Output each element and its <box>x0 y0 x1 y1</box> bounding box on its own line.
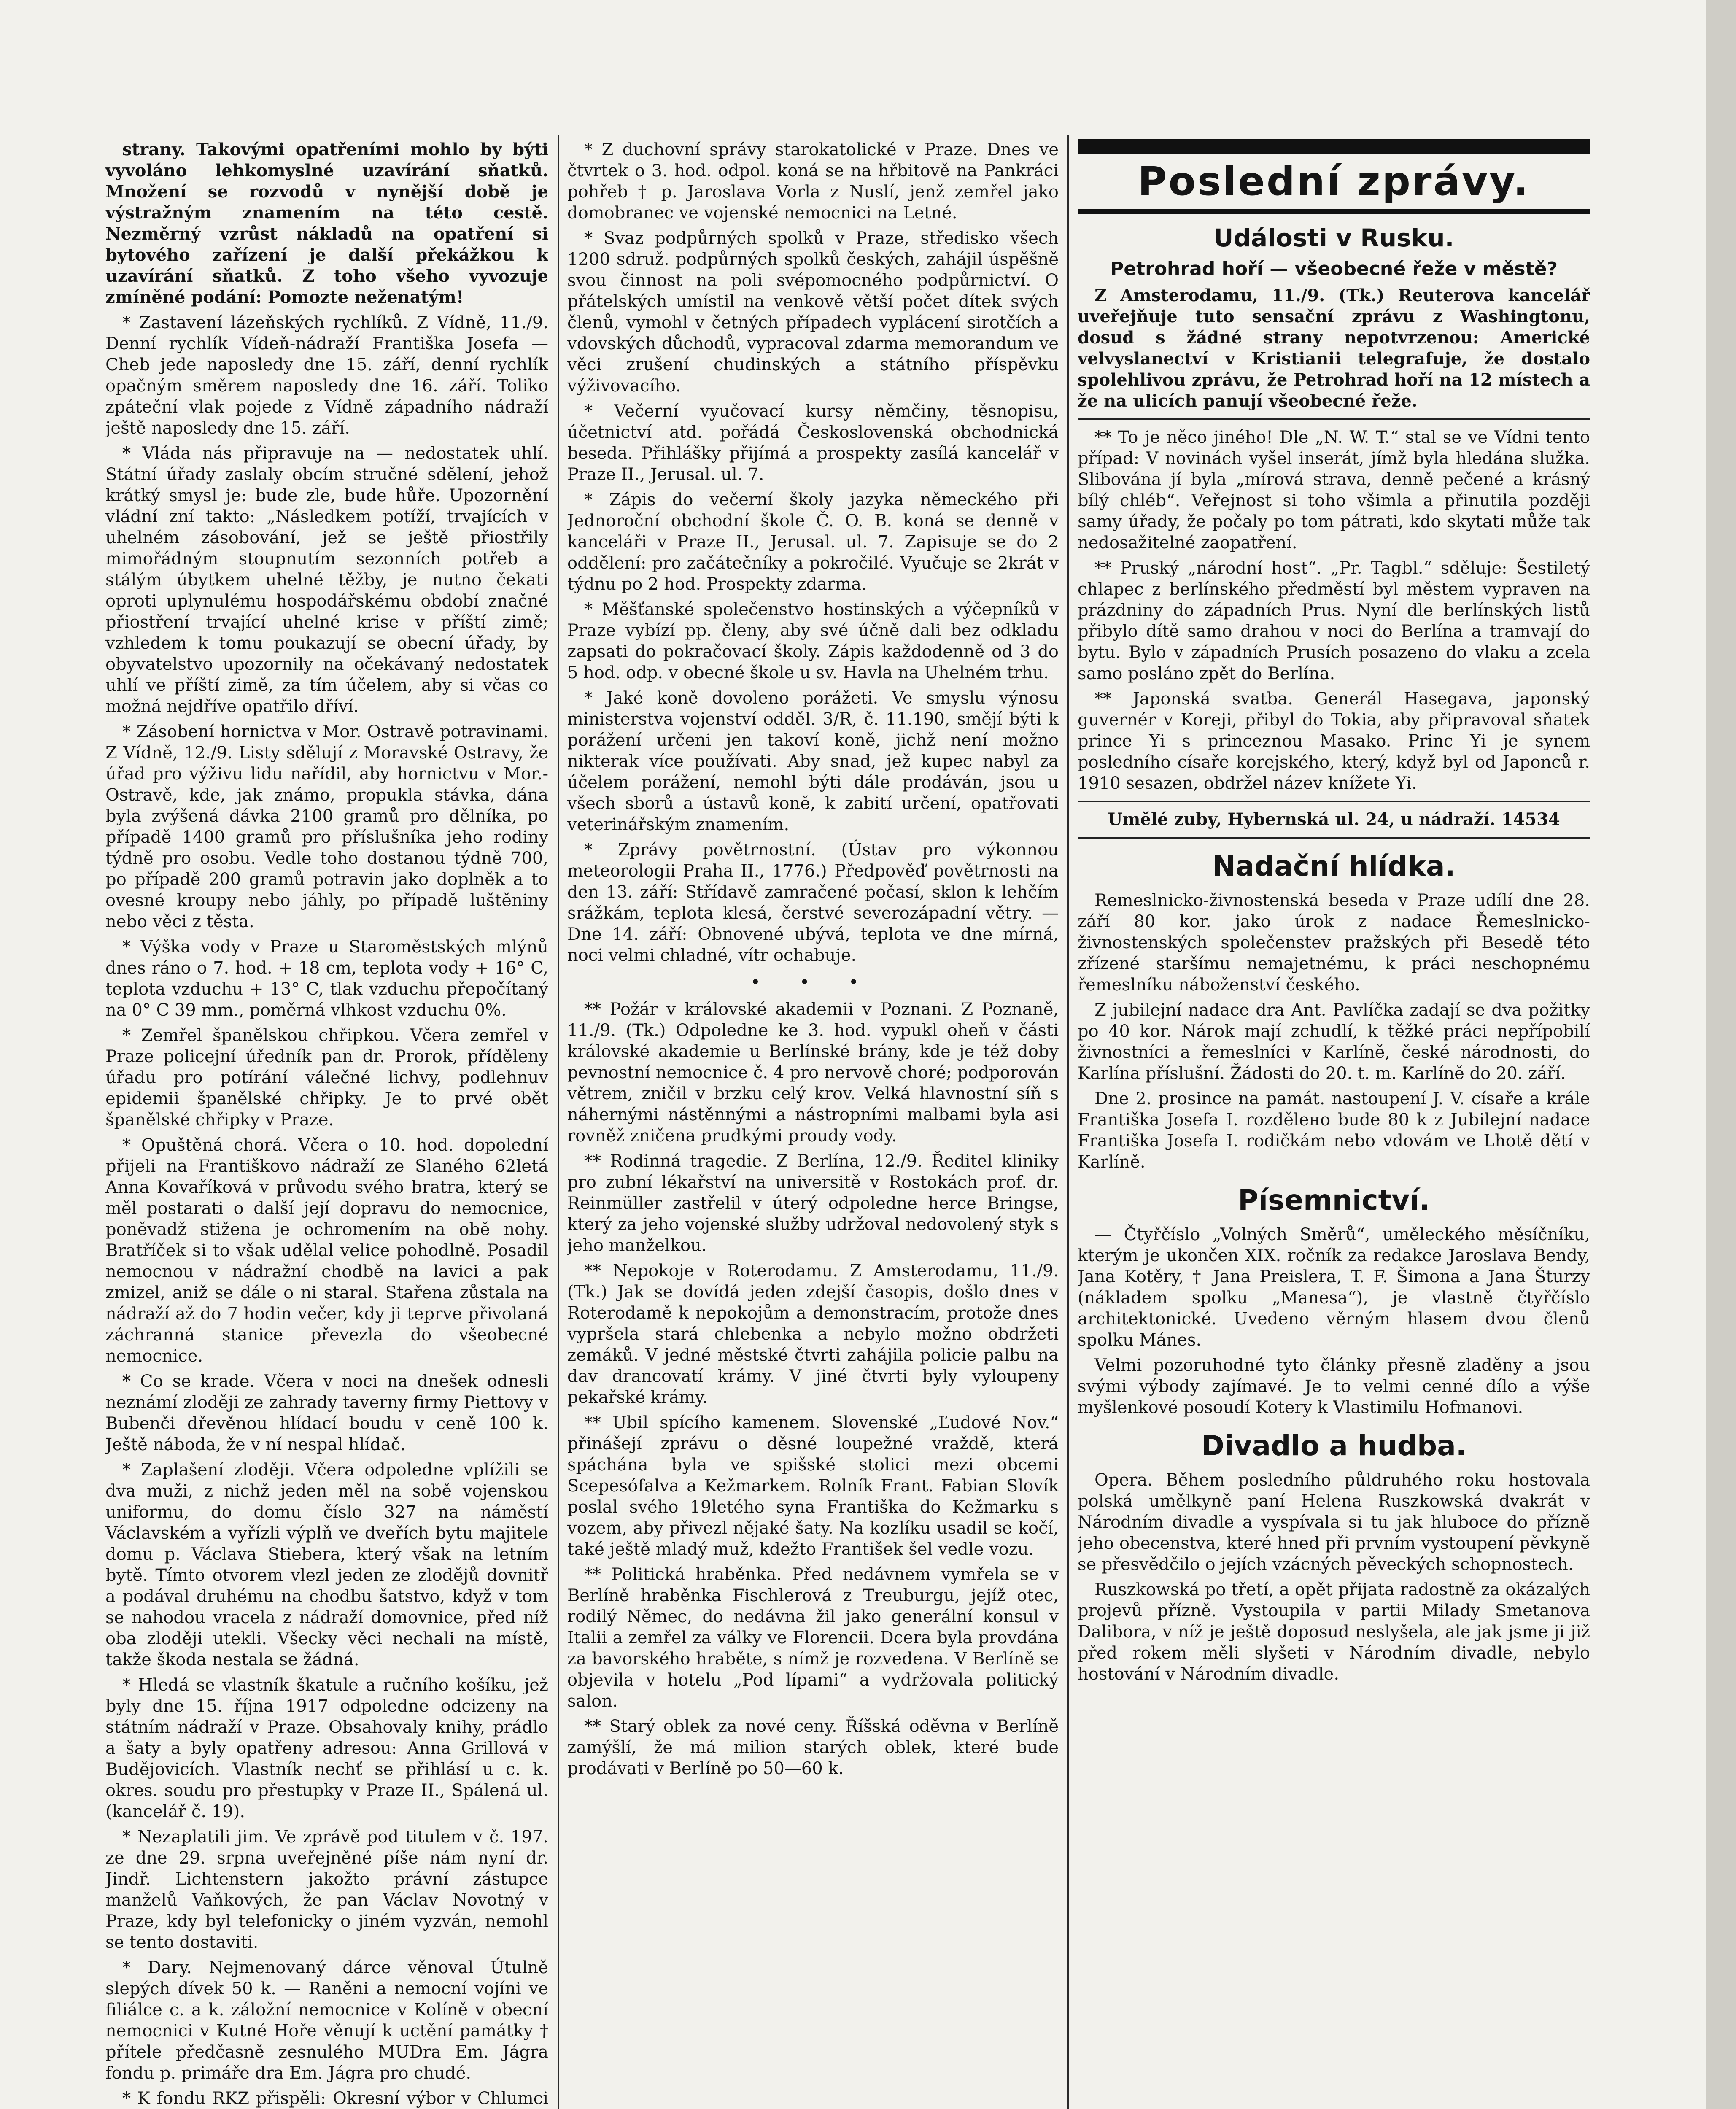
article-paragraph: * Měšťanské společenstvo hostinských a výčepníků v Praze vybízí pp. členy, aby své účně dali bez odkladu zapsati do pokračovací školy. Zápis každodenně od 3 do 5 hod. odp. v obecné škole u sv. Havla na Uhelném trhu. <box>567 600 1059 682</box>
column-right <box>1078 139 1590 2109</box>
column-left <box>105 139 548 2109</box>
headline: Petrohrad hoří — všeobecné řeže v městě? <box>1110 258 1558 280</box>
article-paragraph: ** Nepokoje v Roterodamu. Z Amsterodamu, 11./9. (Tk.) Jak se dovídá jeden zdejší časopis, došlo dnes v Roterodamě k nepokojům a demonstracím, protože dnes vypršela stará chlebenka a nebylo možno obdržeti zemáků. V jedné městské čtvrti zahájila policie palbu na dav drancovatí krámy. V jiné čtvrti byly vyloupeny pekařské krámy. <box>567 1261 1059 1407</box>
masthead-bar <box>1078 139 1590 154</box>
article-paragraph: * Svaz podpůrných spolků v Praze, středisko všech 1200 sdruž. podpůrných spolků českých, zahájil úspěšně svou činnost na poli svépomocného podpůrnictví. O přátelských umístil na venkově větší počet dítek svých členů, vymohl v četných případech vyplácení sirotčích a vdovských důchodů, vypracoval zdarma memorandum ve věci zrušení chudinských a státního příspěvku výživovacího. <box>567 229 1059 396</box>
article-paragraph: * Hledá se vlastník škatule a ručního košíku, jež byly dne 15. října 1917 odpoledne odcizeny na státním nádraží v Praze. Obsahovaly knihy, prádlo a šaty a byly opatřeny adresou: Anna Grillová v Budějovicích. Vlastník nechť se přihlásí u c. k. okres. soudu pro přestupky v Praze II., Spálená ul. (kancelář č. 19). <box>105 1675 548 1821</box>
page-edge <box>1706 0 1736 2109</box>
section-divider: • • • <box>750 973 876 992</box>
article-paragraph: * Zprávy povětrnostní. (Ústav pro výkonnou meteorologii Praha II., 1776.) Předpověď povětrnosti na den 13. září: Střídavě zamračené počasí, sklon k lehčím srážkám, teplota klesá, čerstvé severozápadní větry. — Dne 14. září: Obnovené ubývá, teplota ve dne mírná, noci velmi chladné, vítr ochabuje. <box>567 840 1059 965</box>
article-paragraph: Dne 2. prosince na památ. nastoupení J. V. císaře a krále Františka Josefa I. rozdělено bude 80 k z Jubilejní nadace Františka Josefa I. rodičkám nebo vdovám ve Lhotě dětí v Karlíně. <box>1078 1089 1590 1172</box>
article-paragraph: * Zápis do večerní školy jazyka německého při Jednoroční obchodní škole Č. O. B. koná se denně v kanceláři v Praze II., Jerusal. ul. 7. Zapisuje se do 2 oddělení: pro začátečníky a pokročilé. Vyučuje se 2krát v týdnu po 2 hod. Prospekty zdarma. <box>567 490 1059 594</box>
article-paragraph: ** To je něco jiného! Dle „N. W. T.“ stal se ve Vídni tento případ: V novinách vyšel inserát, jímž byla hledána služka. Slibována jí byla „mírová strava, denně pečené a krásný bílý chléb“. Veřejnost si toho všimla a přinutila později samy úřady, že počaly po tom pátrati, kdo skytati může tak nedosažitelné zaopatření. <box>1078 428 1590 553</box>
advertisement: Umělé zuby, Hybernská ul. 24, u nádraží. 14534 <box>1108 809 1560 829</box>
article-paragraph: — Čtyřčíslo „Volných Směrů“, uměleckého měsíčníku, kterým je ukončen XIX. ročník za redakce Jaroslava Bendy, Jana Kotěry, † Jana Preislera, T. F. Šimona a Jana Šturzy (nákladem spolku „Manesa“), je vlastně čtyřčíslo architektonické. Uvedeno věrným hlasem dvou členů spolku Mánes. <box>1078 1225 1590 1350</box>
article-paragraph: ** Politická hraběnka. Před nedávnem vymřela se v Berlíně hraběnka Fischlerová z Treuburgu, jejíž otec, rodilý Němec, do nedávna žil jako generální konsul v Italii a zemřel za války ve Florencii. Dcera byla provdána za bavorského hraběte, s nímž je rozvedena. V Berlíně se objevila v hotelu „Pod lípami“ a vydržovala politický salon. <box>567 1565 1059 1711</box>
latest-news-title: Poslední zprávy. <box>1138 159 1530 205</box>
article-paragraph: ** Pruský „národní host“. „Pr. Tagbl.“ sděluje: Šestiletý chlapec z berlínského předměstí byl městem vypraven na prázdniny do západních Prus. Nyní dle berlínských listů přibylo dítě samo drahou v noci do Berlína a tramvají do bytu. Bylo v západních Prusích posazeno do vlaku a zcela samo posláno zpět do Berlína. <box>1078 558 1590 683</box>
article-paragraph: * Nezaplatili jim. Ve zprávě pod titulem v č. 197. ze dne 29. srpna uveřejněné píše nám nyní dr. Jindř. Lichtenstern jakožto právní zástupce manželů Vaňkových, že pan Václav Novotný v Praze, kdy byl telefonicky o jiném vyzván, nemohl se tento dostaviti. <box>105 1827 548 1952</box>
article-paragraph: * Zaplašení zloději. Včera odpoledne vplížili se dva muži, z nichž jeden měl na sobě vojenskou uniformu, do domu číslo 327 na náměstí Václavském a vyřízli výplň ve dveřích bytu majitele domu p. Václava Stiebera, který však na letním bytě. Tímto otvorem vlezl jeden ze zlodějů dovnitř a podával druhému na chodbu šatstvo, když v tom se nahodou vracela z nádraží domovnice, před níž oba zloději utekli. Všecky věci nechali na místě, takže škoda nestala se žádná. <box>105 1460 548 1669</box>
article-paragraph: ** Ubil spícího kamenem. Slovenské „Ľudové Nov.“ přinášejí zprávu o děsné loupežné vraždě, která spáchána byla ve spišské stolici mezi obcemi Scepesófalva a Kežmarkem. Rolník Frant. Fabian Slovík poslal svého 19letého syna Františka do Kežmarku s vozem, aby přivezl nějaké šaty. Na kozlíku usadil se kočí, také ještě mladý muž, kdežto František šel vedle vozu. <box>567 1413 1059 1559</box>
section-heading: Divadlo a hudba. <box>1201 1429 1466 1462</box>
article-paragraph: Remeslnicko-živnostenská beseda v Praze udílí dne 28. září 80 kor. jako úrok z nadace Řemeslnicko-živnostenských společenstev pražských při Besedě této zřízené staršímu nemajetnému, k práci neschopnému řemeslníku náboženství českého. <box>1078 891 1590 995</box>
section-divider <box>1078 418 1590 420</box>
section-heading: Písemnictví. <box>1238 1184 1430 1216</box>
article-paragraph: * Zemřel španělskou chřipkou. Včera zemřel v Praze policejní úředník pan dr. Prorok, příděleny úřadu pro potírání válečné lichvy, podlehnuv epidemii španělské chřipky. Je to prvé obět španělské chřipky v Praze. <box>105 1026 548 1130</box>
article-paragraph: * Z duchovní správy starokatolické v Praze. Dnes ve čtvrtek o 3. hod. odpol. koná se na hřbitově na Pankráci pohřeb † p. Jaroslava Vorla z Nuslí, jenž zemřel jako domobranec ve vojenské nemocnici na Letné. <box>567 140 1059 223</box>
section-divider <box>1078 837 1590 839</box>
article-paragraph: * Jaké koně dovoleno porážeti. Ve smyslu výnosu ministerstva vojenství odděl. 3/R, č. 11.190, smějí býti k porážení určeni jen takoví koně, jichž není možno nikterak více používati. Aby snad, jež kupec nabyl za účelem porážení, nemohl býti dále prodáván, jsou u všech sborů a ústavů koně, k zabití určení, opatřovati veterinářským znamením. <box>567 688 1059 834</box>
article-paragraph: * Zastavení lázeňských rychlíků. Z Vídně, 11./9. Denní rychlík Vídeň-nádraží Františka Josefa — Cheb jede naposledy dne 15. září, denní rychlík opačným směrem naposledy dne 16. září. Toliko zpáteční vlak pojede z Vídně západního nádraží ještě naposledy dne 15. září. <box>105 313 548 438</box>
article-paragraph: * Večerní vyučovací kursy němčiny, těsnopisu, účetnictví atd. pořádá Československá obchodnická beseda. Přihlášky přijímá a prospekty zasílá kancelář v Praze II., Jerusal. ul. 7. <box>567 402 1059 484</box>
column-rule <box>558 135 559 2109</box>
article-paragraph: ** Rodinná tragedie. Z Berlína, 12./9. Ředitel kliniky pro zubní lékařství na universitě v Rostokách prof. dr. Reinmüller zastřelil v úterý odpoledne hercе Bringse, který za jeho vojenské služby udržoval nedovolený styk s jeho manželkou. <box>567 1152 1059 1255</box>
article-paragraph: Opera. Během posledního půldruhého roku hostovala polská umělkyně paní Helena Ruszkowská dvakrát v Národním divadle a vyspívala si tu jak hluboce do přízně jeho obecenstva, které hned při prvním vystoupení pěvkyně se přesvědčilo o jejích vzácných pěveckých schopnostech. <box>1078 1470 1590 1574</box>
article-paragraph: Z Amsterodamu, 11./9. (Tk.) Reuterova kancelář uveřejňuje tuto sensační zprávu z Washingtonu, dosud s žádné strany nepotvrzenou: Americké velvyslanectví v Kristianii telegrafuje, že dostalo spolehlivou zprávu, že Petrohrad hoří na 12 místech a že na ulicích panují všeobecné řeže. <box>1078 286 1590 411</box>
section-heading: Nadační hlídka. <box>1212 850 1456 882</box>
article-paragraph: ** Japonská svatba. Generál Hasegava, japonský guvernér v Koreji, přibyl do Tokia, aby připravoval sňatek prince Yi s princeznou Masako. Princ Yi je synem posledního císaře korejského, který, když byl od Japonců r. 1910 sesazen, obdržel název knížete Yi. <box>1078 689 1590 793</box>
masthead-bar <box>1078 209 1590 214</box>
article-paragraph: * Zásobení hornictva v Mor. Ostravě potravinami. Z Vídně, 12./9. Listy sdělují z Moravské Ostravy, že úřad pro výživu lidu nařídil, aby hornictvu v Mor.-Ostravě, kde, jak známo, propukla stávka, dána byla zvýšená dávka 2100 gramů pro dělníka, po případě 1400 gramů pro příslušníka jeho rodiny týdně pro osobu. Vedle toho dostanou týdně 700, po případě 200 gramů potravin jako doplněk a to ovesné kroupy nebo jáhly, po případě luštěniny nebo věci z těsta. <box>105 722 548 931</box>
article-paragraph: * Opuštěná chorá. Včera o 10. hod. dopolední přijeli na Františkovo nádraží ze Slaného 62letá Anna Kovaříková v průvodu svého bratra, který se měl postarati o další její dopravu do nemocnice, poněvadž stižena je ochromením na obě nohy. Bratříček si to však udělal velice pohodlně. Posadil nemocnou v nádražní chodbě na lavici a pak zmizel, aniž se dále o ni staral. Stařena zůstala na nádraží až do 7 hodin večer, kdy ji teprve přivolaná záchranná stanice převezla do všeobecné nemocnice. <box>105 1135 548 1366</box>
article-paragraph: Z jubilejní nadace dra Ant. Pavlíčka zadají se dva požitky po 40 kor. Nárok mají zchudlí, k těžké práci nepřípobilí živnostníci a řemeslníci v Karlíně, české národnosti, do Karlína příslušní. Žádosti do 20. t. m. Karlíně do 20. září. <box>1078 1001 1590 1083</box>
article-paragraph: * Co se krade. Včera v noci na dnešek odnesli neznámí zloději ze zahrady taverny firmy Piettovy v Bubenči dřevěnou hlídací boudu v ceně 100 k. Ještě náboda, že v ní nespal hlídač. <box>105 1372 548 1454</box>
article-paragraph: * Dary. Nejmenovaný dárce věnoval Útulně slepých dívek 50 k. — Raněni a nemocní vojíni ve filiálce c. a k. záložní nemocnice v Kolíně v obecní nemocnici v Kutné Hoře věnují k uctění památky † přítele předčasně zesnulého MUDra Em. Jágra fondu p. primáře dra Em. Jágra pro chudé. <box>105 1958 548 2083</box>
article-paragraph: * Vláda nás připravuje na — nedostatek uhlí. Státní úřady zaslaly obcím stručné sdělení, jehož krátký smysl je: bude zle, bude hůře. Upozornění vládní zní takto: „Následkem potíží, trvajících v uhelném zásobování, jež se ještě přiostřily mimořádným stoupnutím sezonních potřeb a stálým úbytkem uhelné těžby, je nutno čekati oproti uplynulému hospodářskému období značné přiostření trvající uhelné krise v příští zimě; vzhledem k tomu poukazují se obecní úřady, by obyvatelstvo upozornily na očekávaný nedostatek uhlí ve příští zimě, za tím účelem, aby si včas co možná nejdříve opatřilo dříví. <box>105 444 548 716</box>
column-middle <box>567 139 1059 2109</box>
article-paragraph: ** Požár v královské akademii v Poznani. Z Poznaně, 11./9. (Tk.) Odpoledne ke 3. hod. vypukl oheň v části královské akademie u Berlínské brány, kde je též doby pevnostní nemocnice č. 4 pro nervově choré; podporován větrem, zničil v brzku celý krov. Velká hlavnostní síň s náhernými nástěnnými a nástropními malbami byla asi rovněž zničena prudkými proudy vody. <box>567 1000 1059 1146</box>
section-divider <box>1078 801 1590 802</box>
article-paragraph: Velmi pozoruhodné tyto články přesně zladěny a jsou svými výbody zajímavé. Je to velmi cenné dílo a výše myšlenkové posoudí Kotery k Vlastimilu Hofmanovi. <box>1078 1356 1590 1417</box>
article-paragraph: ** Starý oblek za nové ceny. Říšská oděvna v Berlíně zamýšlí, že má milion starých oblek, které bude prodávati v Berlíně po 50—60 k. <box>567 1717 1059 1778</box>
article-paragraph: * Výška vody v Praze u Staroměstských mlýnů dnes ráno o 7. hod. + 18 cm, teplota vody + 16° C, teplota vzduchu + 13° C, tlak vzduchu přepočítaný na 0° C 39 mm., poměrná vlhkost vzduchu 0%. <box>105 937 548 1020</box>
article-paragraph: Ruszkowská po třetí, a opět přijata radostně za okázalých projevů přízně. Vystoupila v partii Milady Smetanova Dalibora, v níž je ještě doposud neslyšela, ale jak jsme ji již před rokem měli slyšeti v Národním divadle, nebylo hostování v Národním divadle. <box>1078 1580 1590 1684</box>
section-subtitle: Události v Rusku. <box>1213 224 1454 252</box>
article-paragraph: * K fondu RKZ přispěli: Okresní výbor v Chlumci <box>122 2089 548 2108</box>
column-rule <box>1067 135 1069 2109</box>
article-paragraph: strany. Takovými opatřeními mohlo by býti vyvoláno lehkomyslné uzavírání sňatků. Množení se rozvodů v nynější době je výstražným znamením na této cestě. Nezměrný vzrůst nákladů na opatření si bytového zařízení je další překážkou k uzavírání sňatků. Z toho všeho vyvozuje zmíněné podání: Pomozte neženatým! <box>105 140 548 307</box>
